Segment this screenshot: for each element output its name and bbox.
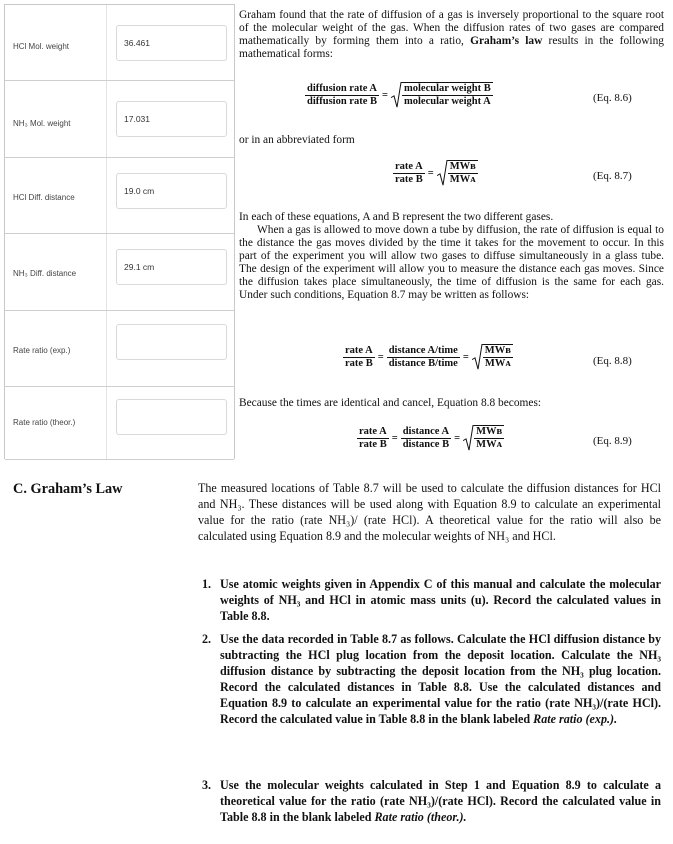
eq-denominator: rate B [359, 438, 387, 450]
row-label: NH₃ Diff. distance [13, 269, 77, 278]
step-italic-label: Rate ratio (exp.). [533, 711, 618, 726]
equation-8-6: $\frac{\text{diffusion rate A}}{\text{diffusion rate B}}$ = $\frac{\text{molecular weight B}}{\text{molecular weight A}}$ [307, 82, 491, 107]
step-text: Use atomic weights given in Appendix C of this manual and calculate the molecular weights of NH₃ and HCl in atomic mass units (u). Record the calculated values in Table 8.8. [220, 577, 661, 623]
step-text: Use the data recorded in Table 8.7 as follows. Calculate the HCl diffusion distance by subtracting the HCl plug location from the deposit location. Calculate the NH₃ diffusion distance by subtracting the deposit location from the NH₃ plug location. Record the calculated distances in Table 8.8. Use the calculated distances and Equation 8.9 to calculate an experimental value for the ratio (rate NH₃)/(rate HCl). Record the calculated value in Table 8.8 in the blank labeled [220, 632, 661, 726]
row-label: Rate ratio (exp.) [13, 346, 71, 355]
graham-intro-paragraph [239, 9, 664, 61]
eq-numerator: MWʙ [449, 161, 476, 172]
section-heading: C. Graham’s Law [13, 481, 123, 497]
table-row [5, 5, 234, 81]
data-entry-table [4, 4, 235, 459]
table-row [5, 234, 234, 311]
eq-denominator: molecular weight A [404, 96, 491, 107]
eq-numerator: MWʙ [476, 426, 503, 437]
table-row [5, 158, 234, 234]
equation-label: (Eq. 8.8) [593, 355, 632, 367]
nh3-mol-weight-field[interactable]: 17.031 [116, 101, 227, 137]
eq-numerator: MWʙ [484, 345, 511, 356]
eq-denominator: rate B [395, 173, 423, 185]
explain-paragraph-2: When a gas is allowed to move down a tube by diffusion, the rate of diffusion is equal to the distance the gas moves divided by the time it takes for the movement to occur. In this part of the experiment you will allow two gases to diffuse simultaneously in a glass tube. The design of the experiment will allow you to measure the distance each gas moves. Since the diffusion takes place simultaneously, the time of diffusion is the same for each gas. Under such conditions, Equation 8.7 may be written as follows: [239, 224, 664, 302]
abbreviated-form-text: or in an abbreviated form [239, 134, 355, 146]
equation-label: (Eq. 8.7) [593, 170, 632, 182]
equation-8-9: $\frac{\text{rate A}}{\text{rate B}}$ = $\frac{\text{distance A}}{\text{distance B}}$ = $\frac{\text{MWʙ}}{\text{MWᴀ}}$ [359, 425, 503, 450]
intro-text: Graham found that the rate of diffusion of a gas is inversely proportional to the square root of the molecular weight of the gas. When the diffusion rates of two gases are compared mathematically by forming them into a ratio, [239, 9, 664, 48]
list-item [202, 778, 661, 826]
row-label: NH₃ Mol. weight [13, 119, 71, 128]
step-number: 3. [202, 778, 212, 792]
intro-text-end: results in the following mathematical forms: [239, 35, 664, 61]
eq-denominator: MWᴀ [484, 358, 511, 369]
grahams-law-term: Graham’s law [470, 35, 543, 48]
list-item [202, 577, 661, 625]
table-row [5, 311, 234, 387]
row-label: HCl Mol. weight [13, 42, 70, 51]
equation-8-7: $\frac{\text{rate A}}{\text{rate B}}$ = $\frac{\text{MWʙ}}{\text{MWᴀ}}$ [395, 160, 476, 185]
eq-numerator: rate A [345, 344, 373, 356]
row-label: HCl Diff. distance [13, 193, 75, 202]
hcl-diff-distance-field[interactable]: 19.0 cm [116, 173, 227, 209]
eq-numerator: distance A [402, 425, 450, 437]
rate-ratio-exp-field[interactable] [116, 324, 227, 360]
row-label: Rate ratio (theor.) [13, 418, 76, 427]
eq-denominator: distance B [402, 438, 450, 450]
table-row [5, 387, 234, 460]
nh3-diff-distance-field[interactable]: 29.1 cm [116, 249, 227, 285]
eq-numerator: rate A [395, 160, 423, 172]
because-text: Because the times are identical and cancel, Equation 8.8 becomes: [239, 397, 542, 409]
equation-8-8: $\frac{\text{rate A}}{\text{rate B}}$ = $\frac{\text{distance A/time}}{\text{distance B/time}}$ = $\frac{\text{MWʙ}}{\text{MWᴀ}}$ [345, 344, 511, 369]
eq-denominator: rate B [345, 357, 373, 369]
explain-paragraph-1: In each of these equations, A and B represent the two different gases. [239, 211, 554, 223]
step-italic-label: Rate ratio (theor.). [374, 809, 467, 824]
eq-numerator: distance A/time [388, 344, 458, 356]
rate-ratio-theor-field[interactable] [116, 399, 227, 435]
eq-denominator: distance B/time [388, 357, 458, 369]
table-row [5, 81, 234, 158]
step-text: Use the molecular weights calculated in Step 1 and Equation 8.9 to calculate a theoretical value for the ratio (rate NH₃)/(rate HCl). Record the calculated value in Table 8.8 in the blank labeled [220, 778, 661, 824]
hcl-mol-weight-field[interactable]: 36.461 [116, 25, 227, 61]
eq-numerator: diffusion rate A [307, 82, 378, 94]
list-item [202, 632, 661, 727]
section-c-intro: The measured locations of Table 8.7 will be used to calculate the diffusion distances for HCl and NH₃. These distances will be used along with Equation 8.9 to calculate an experimental value for the ratio (rate NH₃)/ (rate HCl). A theoretical value for the ratio will also be calculated using Equation 8.9 and the molecular weights of NH₃ and HCl. [198, 481, 661, 543]
eq-denominator: MWᴀ [449, 174, 476, 185]
eq-denominator: diffusion rate B [307, 95, 378, 107]
eq-numerator: molecular weight B [404, 83, 491, 94]
equation-label: (Eq. 8.6) [593, 92, 632, 104]
step-number: 2. [202, 632, 212, 646]
equation-label: (Eq. 8.9) [593, 435, 632, 447]
eq-denominator: MWᴀ [476, 439, 503, 450]
eq-numerator: rate A [359, 425, 387, 437]
step-number: 1. [202, 577, 212, 591]
